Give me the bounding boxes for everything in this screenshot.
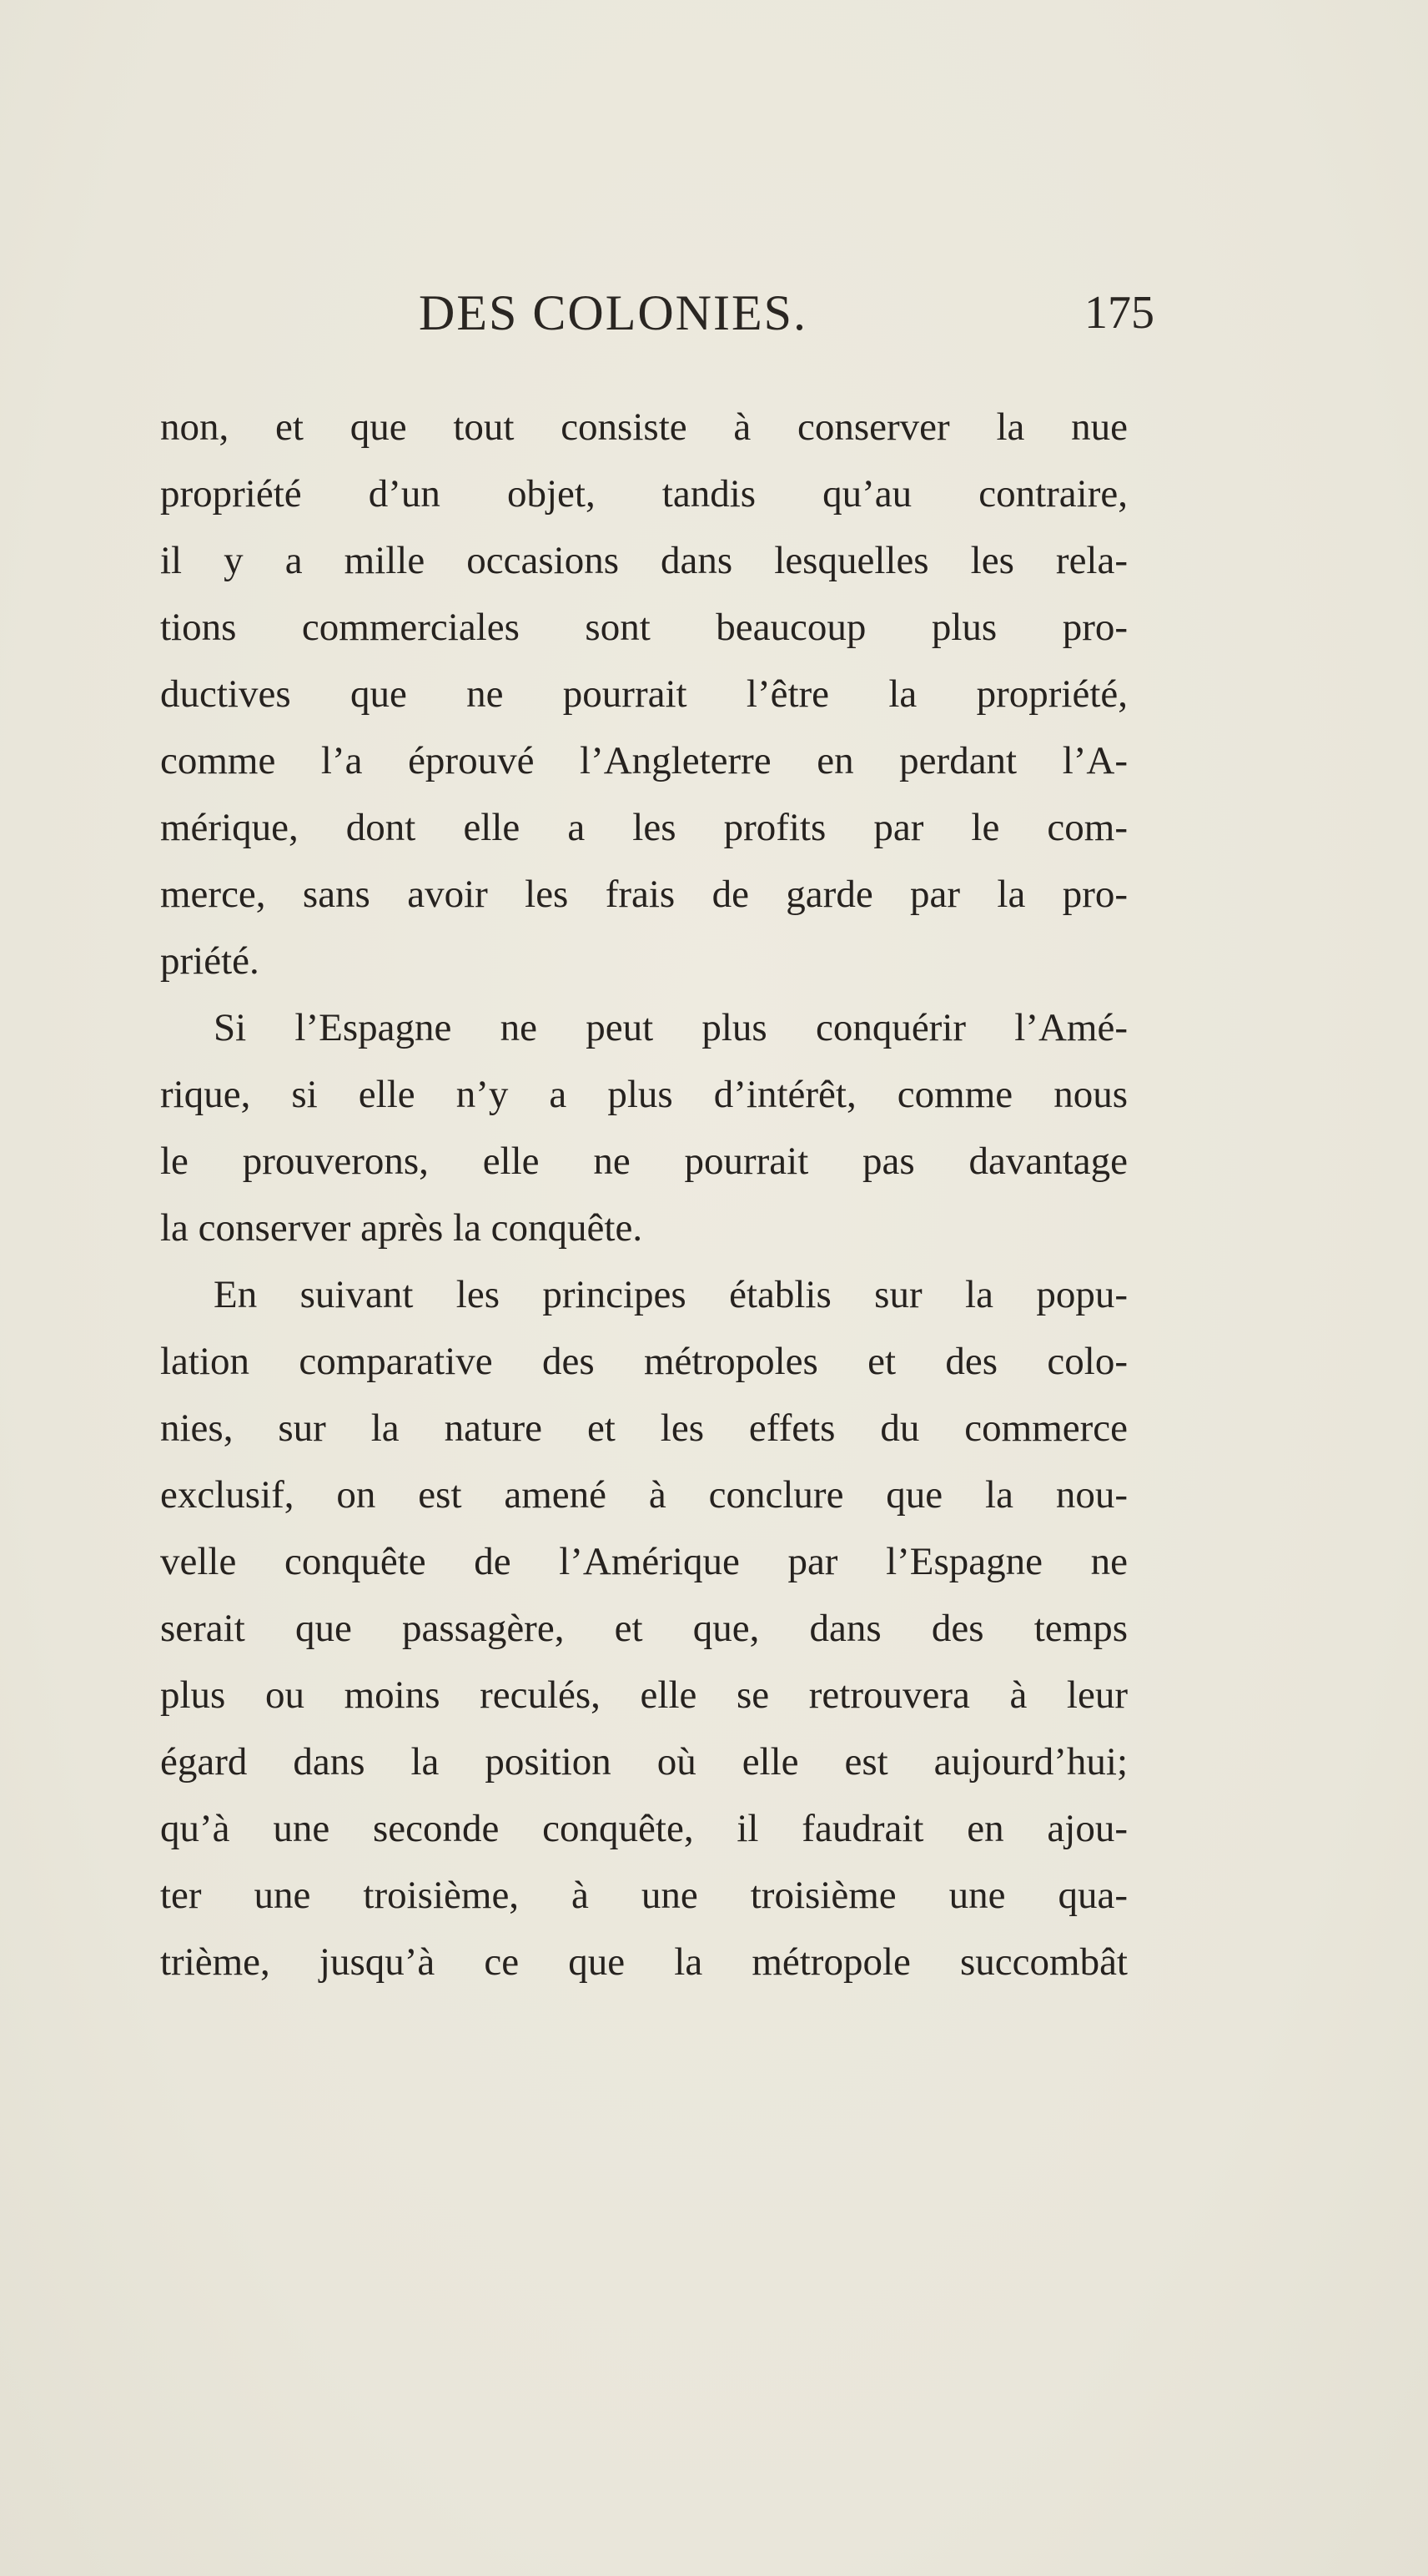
text-line: le prouverons, elle ne pourrait pas davantage [160, 1140, 1128, 1183]
paragraph-start-line: Si l’Espagne ne peut plus conquérir l’Amé- [214, 1006, 1128, 1049]
running-head [0, 279, 1428, 346]
text-line: exclusif, on est amené à conclure que la nou- [160, 1473, 1128, 1517]
text-line: égard dans la position où elle est aujourd’hui; [160, 1740, 1128, 1784]
text-line: mérique, dont elle a les profits par le com- [160, 806, 1128, 849]
text-line: qu’à une seconde conquête, il faudrait en ajou- [160, 1807, 1128, 1850]
text-line: velle conquête de l’Amérique par l’Espagne ne [160, 1540, 1128, 1583]
text-line: plus ou moins reculés, elle se retrouvera à leur [160, 1673, 1128, 1717]
text-line: il y a mille occasions dans lesquelles les rela- [160, 539, 1128, 582]
text-line: propriété d’un objet, tandis qu’au contraire, [160, 472, 1128, 516]
text-line: ductives que ne pourrait l’être la propriété, [160, 672, 1128, 716]
text-line: ter une troisième, à une troisième une qua- [160, 1874, 1128, 1917]
running-head-title: DES COLONIES. [419, 285, 808, 340]
text-line: priété. [160, 939, 259, 983]
text-line: lation comparative des métropoles et des colo- [160, 1340, 1128, 1383]
text-line: rique, si elle n’y a plus d’intérêt, comme nous [160, 1073, 1128, 1116]
text-line: merce, sans avoir les frais de garde par la pro- [160, 873, 1128, 916]
text-line: comme l’a éprouvé l’Angleterre en perdant l’A- [160, 739, 1128, 782]
body-text [160, 394, 1128, 1995]
text-line: serait que passagère, et que, dans des temps [160, 1607, 1128, 1650]
text-line: non, et que tout consiste à conserver la nue [160, 405, 1128, 449]
text-line: la conserver après la conquête. [160, 1206, 643, 1250]
paragraph-start-line: En suivant les principes établis sur la popu- [214, 1273, 1128, 1316]
page-number: 175 [1084, 287, 1154, 339]
text-line: nies, sur la nature et les effets du commerce [160, 1406, 1128, 1450]
text-line: trième, jusqu’à ce que la métropole succombât [160, 1940, 1128, 1984]
text-line: tions commerciales sont beaucoup plus pro- [160, 606, 1128, 649]
